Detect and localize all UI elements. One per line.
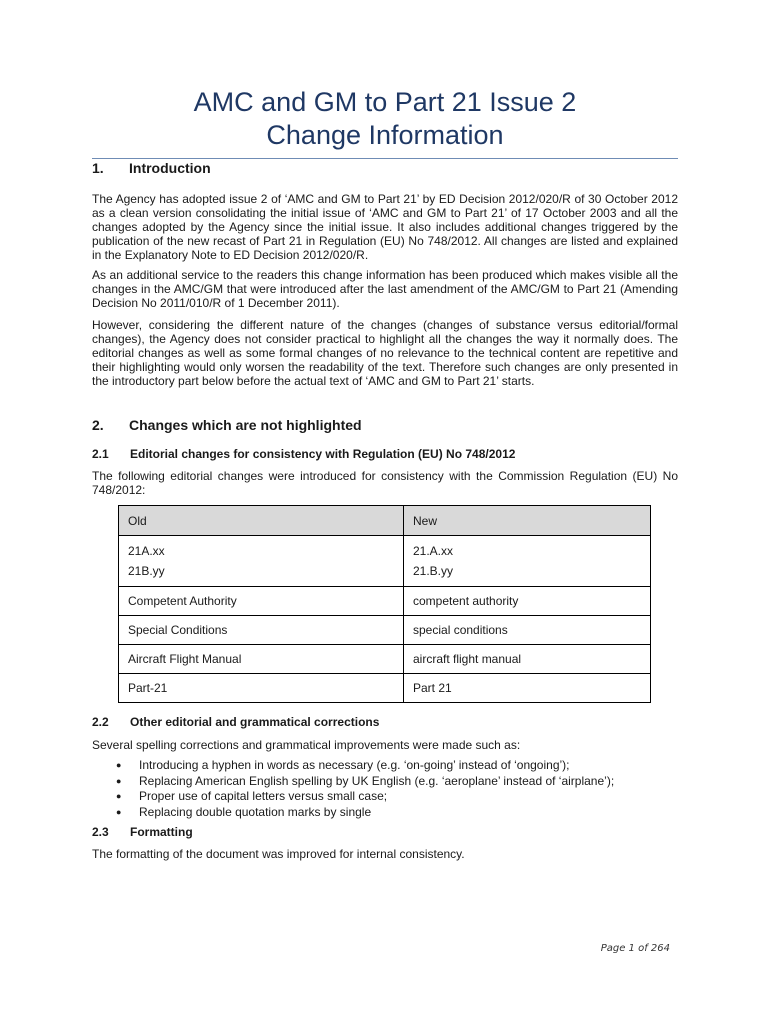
intro-paragraph-1: The Agency has adopted issue 2 of ‘AMC and GM to Part 21’ by ED Decision 2012/020/R of 30 October 2012 as a clean version consolidating the initial issue of ‘AMC and GM to Part 21’ of 17 October 2003 and all the changes adopted by the Agency since the initial issue. It also includes additional changes triggered by the publication of the new recast of Part 21 in Regulation (EU) No 748/2012. All changes are listed and explained in the Explanatory Note to ED Decision 2012/020/R. [92,192,678,262]
subsection-title: Other editorial and grammatical corrections [130,715,380,729]
table-cell-new: competent authority [404,587,651,616]
table-cell-old: Competent Authority [119,587,404,616]
table-cell-old: Special Conditions [119,616,404,645]
subsection-2-2-text: Several spelling corrections and grammatical improvements were made such as: [92,738,521,752]
subsection-2-1-heading [92,447,515,461]
subsection-number: 2.3 [92,825,109,839]
table-cell-new: special conditions [404,616,651,645]
section-number: 2. [92,417,104,433]
bullet-icon: ● [116,775,122,786]
title-line-2: Change Information [266,120,504,150]
list-item-text: Replacing double quotation marks by single [139,804,372,819]
column-header-old: Old [119,506,404,536]
title-divider [92,158,678,159]
subsection-2-3-text: The formatting of the document was improved for internal consistency. [92,847,465,861]
bullet-icon: ● [116,791,122,801]
table-row [119,616,651,645]
subsection-title: Formatting [130,825,193,839]
table-cell-new: Part 21 [404,674,651,703]
list-item [92,758,678,774]
table-cell-old: Aircraft Flight Manual [119,645,404,674]
intro-paragraph-2: As an additional service to the readers this change information has been produced which makes visible all the changes in the AMC/GM that were introduced after the last amendment of the AMC/GM to Part 21 (Amending Decision No 2011/010/R of 1 December 2011). [92,268,678,310]
section-title: Changes which are not highlighted [129,417,362,433]
table-cell-old [119,536,404,587]
list-item [92,805,678,821]
table-row [119,645,651,674]
subsection-2-2-heading [92,715,379,729]
subsection-2-1-text: The following editorial changes were introduced for consistency with the Commission Regulation (EU) No 748/2012: [92,469,678,497]
table-cell-old: Part-21 [119,674,404,703]
table-row [119,587,651,616]
list-item-text: Replacing American English spelling by UK English (e.g. ‘aeroplane’ instead of ‘airplane’); [139,773,615,788]
table-cell-new [404,536,651,587]
table-row [119,674,651,703]
title-line-1: AMC and GM to Part 21 Issue 2 [193,87,577,117]
subsection-number: 2.1 [92,447,109,461]
document-title [92,86,678,152]
cell-line: 21.B.yy [413,564,454,578]
bullet-icon: ● [116,806,122,817]
bullet-icon: ● [116,760,122,770]
subsection-2-3-heading [92,825,193,839]
corrections-list [92,758,678,820]
subsection-number: 2.2 [92,715,109,729]
intro-paragraph-3: However, considering the different nature of the changes (changes of substance versus editorial/formal changes), the Agency does not consider practical to highlight all the changes the way it normally does. The editorial changes as well as some formal changes of no relevance to the technical content are repetitive and their highlighting would only worsen the readability of the text. Therefore such changes are only presented in the introductory part below before the actual text of ‘AMC and GM to Part 21’ starts. [92,318,678,388]
column-header-new: New [404,506,651,536]
cell-line: 21.A.xx [413,544,454,558]
section-1-heading [92,160,211,176]
section-number: 1. [92,160,104,176]
list-item-text: Proper use of capital letters versus small case; [139,789,388,803]
table-cell-new: aircraft flight manual [404,645,651,674]
list-item [92,774,678,790]
table-header-row [119,506,651,536]
cell-line: 21B.yy [128,564,165,578]
editorial-changes-table [118,505,651,703]
page-number: Page 1 of 264 [600,943,670,954]
list-item [92,789,678,805]
subsection-title: Editorial changes for consistency with Regulation (EU) No 748/2012 [130,447,516,461]
section-title: Introduction [129,160,211,176]
list-item-text: Introducing a hyphen in words as necessary (e.g. ‘on-going’ instead of ‘ongoing’); [139,758,570,772]
table-row [119,536,651,587]
cell-line: 21A.xx [128,544,165,558]
section-2-heading [92,417,362,433]
